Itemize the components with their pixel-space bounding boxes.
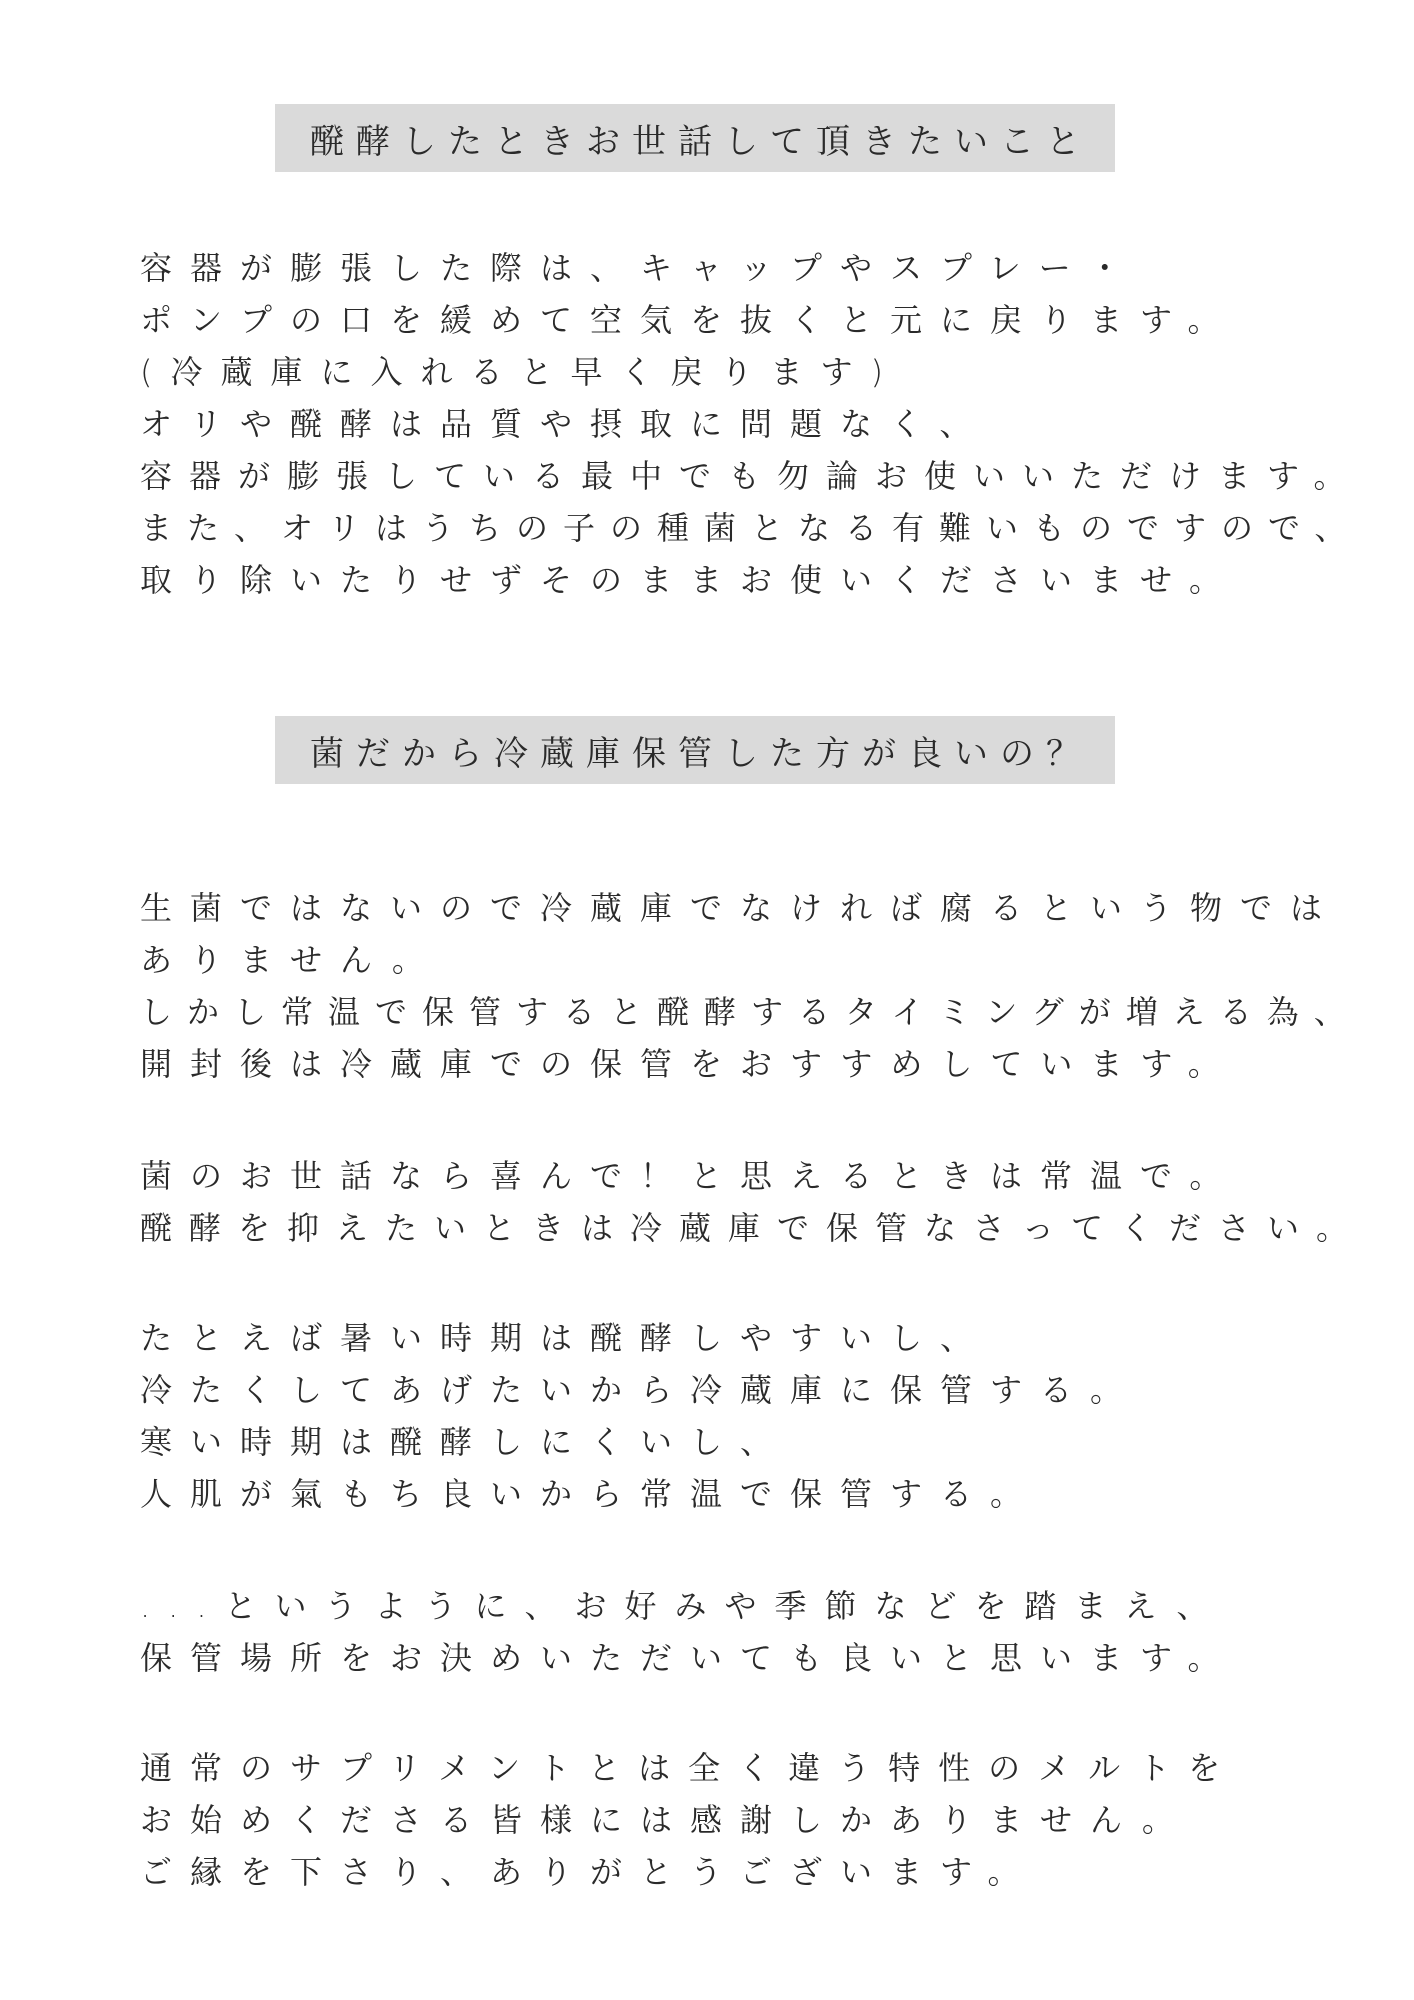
storage-para5-line-2: お始めくださる皆様には感謝しかありません。	[140, 1801, 1192, 1839]
storage-para2-line-1: 菌のお世話なら喜んで！と思えるときは常温で。	[140, 1157, 1240, 1195]
fermentation-line-3: (冷蔵庫に入れると早く戻ります)	[140, 353, 901, 391]
fermentation-line-4: オリや醗酵は品質や摂取に問題なく、	[140, 405, 990, 443]
fermentation-line-5: 容器が膨張している最中でも勿論お使いいただけます。	[140, 457, 1363, 495]
fermentation-line-1: 容器が膨張した際は、キャップやスプレー・	[140, 249, 1139, 287]
section-heading-storage	[275, 716, 1115, 784]
fermentation-line-6: また、オリはうちの子の種菌となる有難いものですので、	[140, 509, 1362, 547]
storage-para3-line-4: 人肌が氣もち良いから常温で保管する。	[140, 1475, 1041, 1513]
storage-para1-line-3: しかし常温で保管すると醗酵するタイミングが増える為、	[140, 993, 1361, 1031]
storage-para3-line-3: 寒い時期は醗酵しにくいし、	[140, 1423, 791, 1461]
storage-para3-line-2: 冷たくしてあげたいから冷蔵庫に保管する。	[140, 1371, 1141, 1409]
section-heading-storage-text: 菌だから冷蔵庫保管した方が良いの？	[310, 733, 1092, 774]
storage-para5-line-3: ご縁を下さり、ありがとうございます。	[140, 1853, 1038, 1891]
storage-para1-line-4: 開封後は冷蔵庫での保管をおすすめしています。	[140, 1045, 1238, 1083]
section-heading-fermentation-text: 醗酵したときお世話して頂きたいこと	[310, 121, 1092, 162]
fermentation-line-2: ポンプの口を緩めて空気を抜くと元に戻ります。	[140, 301, 1238, 339]
section-heading-fermentation	[275, 104, 1115, 172]
storage-para4-line-1: ...というように、お好みや季節などを踏まえ、	[140, 1587, 1227, 1625]
fermentation-line-7: 取り除いたりせずそのままお使いくださいませ。	[140, 561, 1240, 599]
storage-para4-line-2: 保管場所をお決めいただいても良いと思います。	[140, 1639, 1238, 1677]
storage-para1-line-2: ありません。	[140, 941, 442, 979]
storage-para3-line-1: たとえば暑い時期は醗酵しやすいし、	[140, 1319, 991, 1357]
storage-para2-line-2: 醗酵を抑えたいときは冷蔵庫で保管なさってください。	[140, 1209, 1366, 1247]
storage-para5-line-1: 通常のサプリメントとは全く違う特性のメルトを	[140, 1749, 1239, 1787]
storage-para1-line-1: 生菌ではないので冷蔵庫でなければ腐るという物では	[140, 889, 1341, 927]
